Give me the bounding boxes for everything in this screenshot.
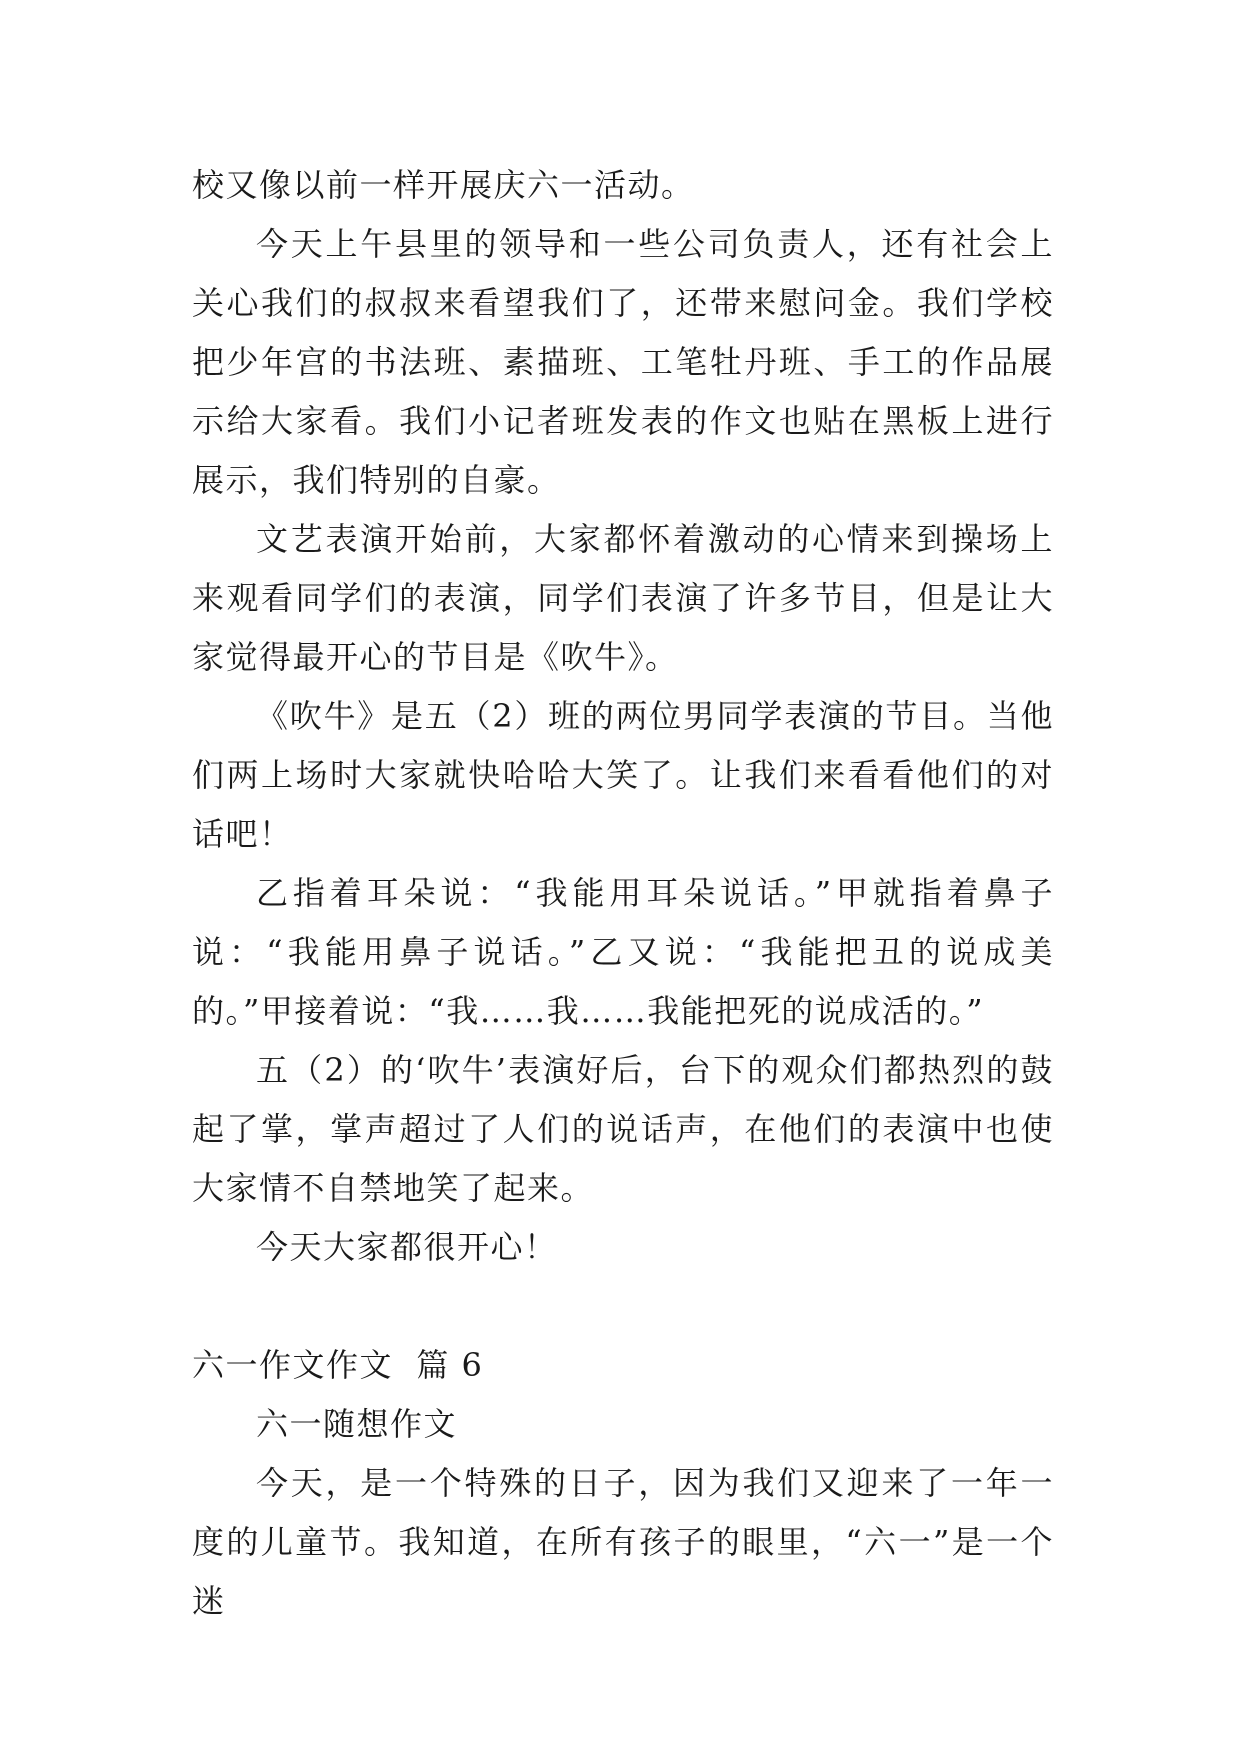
paragraph: 五（2）的‘吹牛’表演好后，台下的观众们都热烈的鼓起了掌，掌声超过了人们的说话声，在他们的表演中也使大家情不自禁地笑了起来。 bbox=[192, 1051, 1054, 1207]
paragraph: 今天大家都很开心！ bbox=[256, 1228, 558, 1266]
document-body bbox=[192, 156, 1054, 1631]
paragraph-continuation: 校又像以前一样开展庆六一活动。 bbox=[192, 166, 695, 204]
section-heading: 六一作文作文 篇 6 bbox=[192, 1346, 484, 1384]
paragraph: 今天，是一个特殊的日子，因为我们又迎来了一年一度的儿童节。我知道，在所有孩子的眼里，“六一”是一个迷 bbox=[192, 1464, 1054, 1620]
paragraph: 《吹牛》是五（2）班的两位男同学表演的节目。当他们两上场时大家就快哈哈大笑了。让我们来看看他们的对话吧！ bbox=[192, 697, 1054, 853]
paragraph: 乙指着耳朵说：“我能用耳朵说话。”甲就指着鼻子说：“我能用鼻子说话。”乙又说：“我能把丑的说成美的。”甲接着说：“我……我……我能把死的说成活的。” bbox=[192, 874, 1054, 1030]
essay-title: 六一随想作文 bbox=[256, 1405, 458, 1443]
paragraph: 今天上午县里的领导和一些公司负责人，还有社会上关心我们的叔叔来看望我们了，还带来慰问金。我们学校把少年宫的书法班、素描班、工笔牡丹班、手工的作品展示给大家看。我们小记者班发表的作文也贴在黑板上进行展示，我们特别的自豪。 bbox=[192, 225, 1054, 499]
paragraph: 文艺表演开始前，大家都怀着激动的心情来到操场上来观看同学们的表演，同学们表演了许多节目，但是让大家觉得最开心的节目是《吹牛》。 bbox=[192, 520, 1054, 676]
